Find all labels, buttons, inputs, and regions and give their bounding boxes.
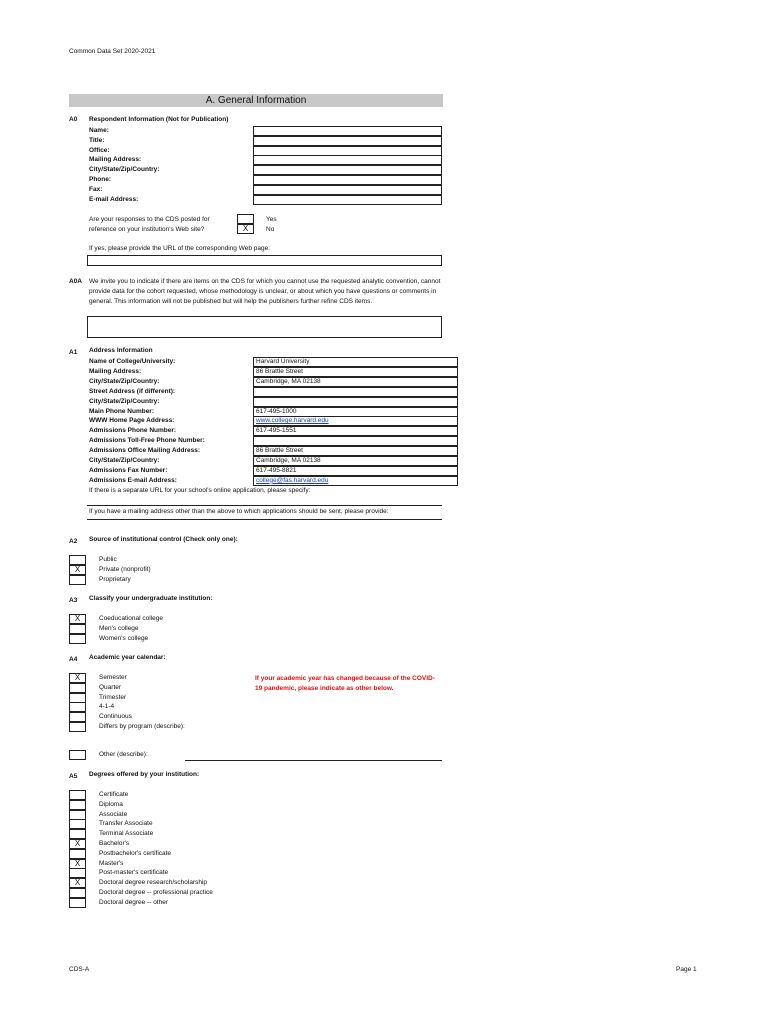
a1-row-label: Main Phone Number:	[89, 407, 155, 415]
a3-option-label: Men's college	[99, 624, 139, 632]
a2-title: Source of institutional control (Check only one):	[89, 536, 238, 543]
a1-row-label: Admissions E-mail Address:	[89, 476, 177, 484]
a4-title: Academic year calendar:	[89, 654, 166, 661]
a4-option-label: Trimester	[99, 693, 127, 701]
a4-other-label: Other (describe):	[99, 751, 148, 758]
a1-row-label: Mailing Address:	[89, 367, 142, 375]
a0-field-input[interactable]	[253, 136, 442, 146]
a4-covid-note: If your academic year has changed because of the COVID-19 pandemic, please indicate as other below.	[255, 675, 435, 692]
a1-row-value[interactable]: 617-495-1000	[253, 407, 458, 417]
a5-checkbox[interactable]: X	[69, 839, 86, 849]
a0a-text: We invite you to indicate if there are items on the CDS for which you cannot use the requested analytic convention, cannot provide data for the cohort requested, whose methodology is unclear, or about which you have questions or comments in general. This information will not be published but will help the publishers further refine CDS items.	[89, 278, 441, 305]
a1-row-label: City/State/Zip/Country:	[89, 397, 160, 405]
a1-row-label: Admissions Office Mailing Address:	[89, 447, 201, 455]
a5-checkbox[interactable]	[69, 898, 86, 908]
a5-checkbox[interactable]	[69, 819, 86, 829]
a4-option-label: 4-1-4	[99, 703, 115, 711]
a2-checkbox[interactable]: X	[69, 565, 86, 575]
a0a-code: A0A	[69, 278, 83, 285]
a1-row-label: City/State/Zip/Country:	[89, 457, 160, 464]
a1-row-label: Street Address (if different):	[89, 387, 176, 395]
a0-question-line1: Are your responses to the CDS posted for	[89, 216, 210, 223]
a0-field-label: City/State/Zip/Country:	[89, 166, 160, 174]
a0-no-label: No	[266, 226, 275, 233]
a3-code: A3	[69, 597, 78, 604]
a1-row-label: WWW Home Page Address:	[89, 417, 175, 425]
a4-code: A4	[69, 656, 78, 663]
a5-title: Degrees offered by your institution:	[89, 771, 200, 778]
a1-row-value[interactable]: Harvard University	[253, 357, 458, 367]
a5-option-label: Doctoral degree -- professional practice	[99, 889, 213, 896]
a0-field-input[interactable]	[253, 175, 442, 185]
footer-right: Page 1	[676, 966, 697, 973]
a4-option-label: Semester	[99, 674, 127, 681]
a1-row-value[interactable]: 617-495-1551	[253, 426, 458, 436]
a2-checkbox[interactable]	[69, 555, 86, 565]
a0-field-input[interactable]	[253, 165, 442, 175]
a4-checkbox[interactable]	[69, 712, 86, 722]
a5-option-label: Diploma	[99, 800, 123, 808]
a1-row-label: Admissions Fax Number:	[89, 466, 168, 474]
a2-option-label: Private (nonprofit)	[99, 565, 151, 573]
a1-row-label: Admissions Phone Number:	[89, 427, 177, 435]
a5-option-label: Certificate	[99, 791, 129, 798]
section-title: A. General Information	[69, 94, 443, 107]
a4-checkbox[interactable]: X	[69, 673, 86, 683]
a5-checkbox[interactable]	[69, 829, 86, 839]
a5-checkbox[interactable]: X	[69, 878, 86, 888]
a5-option-label: Associate	[99, 810, 128, 818]
a0a-comments-box[interactable]	[87, 316, 442, 338]
a2-checkbox[interactable]	[69, 575, 86, 585]
a3-checkbox[interactable]	[69, 634, 86, 644]
a0-field-label: Office:	[89, 146, 110, 154]
a0-url-input[interactable]	[87, 255, 442, 266]
a0-field-label: Name:	[89, 127, 109, 134]
document-header: Common Data Set 2020-2021	[69, 48, 156, 55]
a0-field-label: Phone:	[89, 176, 112, 183]
a5-checkbox[interactable]	[69, 888, 86, 898]
a5-option-label: Master's	[99, 859, 124, 867]
a0-field-input[interactable]	[253, 126, 442, 136]
a5-option-label: Doctoral degree research/scholarship	[99, 879, 208, 887]
a4-other-checkbox[interactable]	[69, 750, 86, 760]
a5-checkbox[interactable]	[69, 800, 86, 810]
a0-field-input[interactable]	[253, 155, 442, 165]
a1-row-value[interactable]: 617-495-8821	[253, 466, 458, 476]
a2-code: A2	[69, 538, 78, 545]
a4-option-label: Differs by program (describe):	[99, 723, 185, 730]
a1-row-label: City/State/Zip/Country:	[89, 377, 160, 385]
a1-mailing-prompt: If you have a mailing address other than the above to which applications should be sent, please provide:	[89, 508, 389, 515]
a0-url-prompt: If yes, please provide the URL of the corresponding Web page:	[89, 245, 271, 252]
a1-title: Address Information	[89, 347, 153, 354]
a4-checkbox[interactable]	[69, 722, 86, 732]
a1-row-value[interactable]: Cambridge, MA 02138	[253, 456, 458, 466]
a0-field-input[interactable]	[253, 146, 442, 156]
a1-row-label: Name of College/University:	[89, 358, 176, 365]
a2-option-label: Public	[99, 556, 117, 563]
a5-option-label: Transfer Associate	[99, 820, 153, 828]
a5-checkbox[interactable]	[69, 810, 86, 820]
a5-option-label: Terminal Associate	[99, 830, 154, 838]
a3-option-label: Coeducational college	[99, 615, 163, 622]
a3-title: Classify your undergraduate institution:	[89, 595, 213, 602]
a4-checkbox[interactable]	[69, 702, 86, 712]
a3-checkbox[interactable]: X	[69, 614, 86, 624]
a0-field-label: E-mail Address:	[89, 195, 139, 203]
a1-row-link[interactable]: college@fas.harvard.edu	[253, 476, 458, 486]
a5-checkbox[interactable]	[69, 849, 86, 859]
a5-checkbox[interactable]	[69, 790, 86, 800]
a0-field-label: Mailing Address:	[89, 156, 142, 164]
a2-option-label: Proprietary	[99, 575, 131, 583]
a5-option-label: Doctoral degree -- other	[99, 898, 169, 906]
a4-option-label: Quarter	[99, 683, 122, 691]
a0-field-input[interactable]	[253, 195, 442, 205]
a4-checkbox[interactable]	[69, 693, 86, 703]
a0-field-label: Fax:	[89, 185, 103, 193]
a1-mailing-line	[87, 519, 442, 520]
a1-row-value[interactable]	[253, 387, 458, 397]
a3-option-label: Women's college	[99, 634, 149, 642]
a1-row-label: Admissions Toll-Free Phone Number:	[89, 437, 205, 445]
a4-other-line	[185, 760, 442, 761]
a0-question-line2: reference on your institution's Web site?	[89, 226, 205, 233]
a1-online-app-line	[87, 505, 442, 506]
a0-title: Respondent Information (Not for Publication)	[89, 116, 229, 123]
footer-left: CDS-A	[69, 966, 90, 973]
a1-code: A1	[69, 349, 78, 356]
a5-checkbox[interactable]	[69, 868, 86, 878]
a4-option-label: Continuous	[99, 713, 132, 721]
a5-option-label: Bachelor's	[99, 840, 130, 847]
a4-checkbox[interactable]	[69, 683, 86, 693]
a0-field-input[interactable]	[253, 185, 442, 195]
a5-checkbox[interactable]: X	[69, 859, 86, 869]
a1-row-link[interactable]: www.college.harvard.edu	[253, 416, 458, 426]
a0-no-checkbox[interactable]: X	[237, 224, 254, 234]
a5-code: A5	[69, 773, 78, 780]
a1-row-value[interactable]: 86 Brattle Street	[253, 367, 458, 377]
a5-option-label: Post-master's certificate	[99, 869, 169, 877]
a5-option-label: Postbachelor's certificate	[99, 849, 172, 857]
a1-row-value[interactable]: 86 Brattle Street	[253, 446, 458, 456]
a0-yes-checkbox[interactable]	[237, 214, 254, 224]
a0-yes-label: Yes	[266, 216, 277, 223]
a1-row-value[interactable]	[253, 436, 458, 446]
a3-checkbox[interactable]	[69, 624, 86, 634]
a1-row-value[interactable]	[253, 397, 458, 407]
a1-online-app-prompt: If there is a separate URL for your school's online application, please specify:	[89, 487, 311, 494]
a1-row-value[interactable]: Cambridge, MA 02138	[253, 377, 458, 387]
a0-field-label: Title:	[89, 136, 105, 144]
a0-code: A0	[69, 116, 78, 123]
